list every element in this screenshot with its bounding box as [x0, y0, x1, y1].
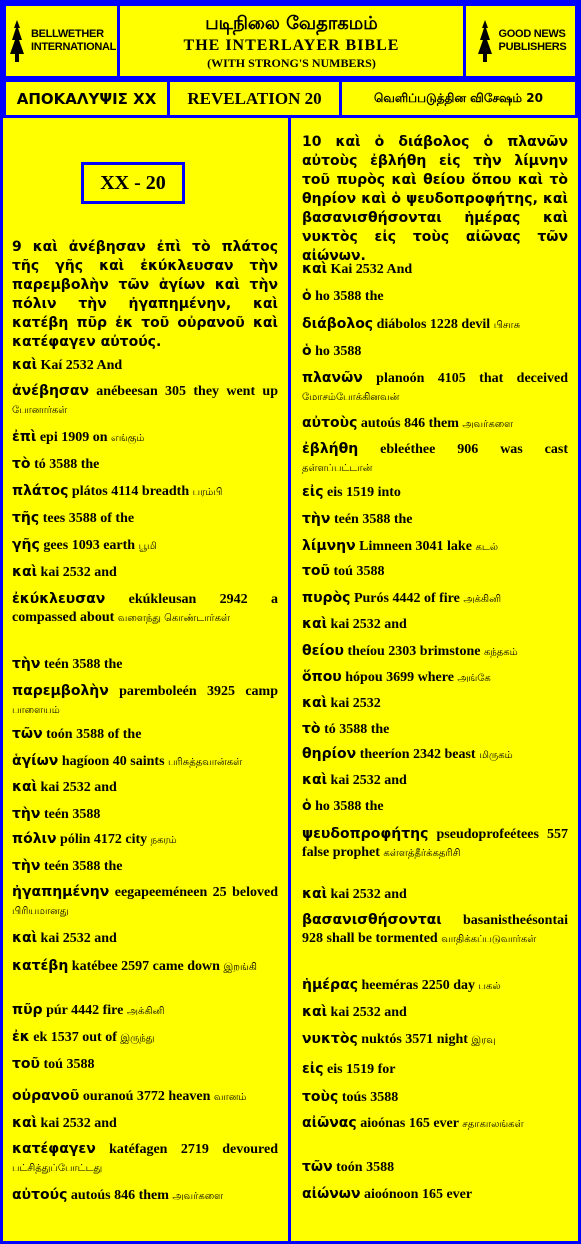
transliteration-gloss: theíou 2303 brimstone	[343, 644, 484, 659]
greek-word: αὐτοὺς	[302, 415, 358, 431]
greek-word: ψευδοπροφήτης	[302, 826, 429, 842]
tamil-gloss: பரிசுத்தவான்கள்	[168, 757, 243, 768]
tamil-gloss: பட்சித்துப்போட்டது	[12, 1163, 103, 1174]
greek-word: πλανῶν	[302, 370, 363, 386]
word-entry	[302, 589, 568, 609]
word-entry	[302, 668, 568, 688]
transliteration-gloss: teén 3588 the	[40, 657, 123, 672]
transliteration-gloss: kai 2532 and	[37, 780, 117, 795]
transliteration-gloss: tó 3588 the	[30, 457, 100, 472]
greek-word: καὶ	[12, 779, 38, 795]
greek-word: τῶν	[12, 726, 43, 742]
transliteration-gloss: paremboleén 3925 camp	[108, 684, 278, 699]
bellwether-logo	[3, 3, 120, 79]
transliteration-gloss: hagíoon 40 saints	[58, 754, 169, 769]
transliteration-gloss: eegapeeméneen 25 beloved	[109, 885, 278, 900]
word-entry	[302, 694, 568, 713]
word-entry	[302, 315, 568, 335]
transliteration-gloss: púr 4442 fire	[42, 1003, 127, 1018]
greek-word: πλάτος	[12, 483, 69, 499]
transliteration-gloss: heeméras 2250 day	[358, 978, 479, 993]
transliteration-gloss: ouranoú 3772 heaven	[79, 1089, 214, 1104]
word-entry	[12, 482, 278, 502]
word-entry	[12, 455, 278, 474]
greek-word: θείου	[302, 643, 344, 659]
tamil-gloss: தள்ளப்பட்டான்	[302, 463, 373, 474]
word-entry	[302, 1003, 568, 1022]
word-entry	[12, 563, 278, 582]
greek-word: καὶ	[302, 616, 328, 632]
tamil-gloss: வானம்	[213, 1092, 247, 1103]
transliteration-gloss: toú 3588	[330, 564, 385, 579]
transliteration-gloss: gees 1093 earth	[39, 538, 139, 553]
word-entry	[302, 1185, 568, 1204]
greek-word: πυρὸς	[302, 590, 351, 606]
title-tamil: படிநிலை வேதாகமம்	[205, 13, 378, 34]
tamil-gloss: பிசாசு	[493, 320, 521, 331]
transliteration-gloss: Limneen 3041 lake	[355, 539, 476, 554]
tamil-gloss: பகல்	[478, 981, 501, 992]
word-entry	[12, 778, 278, 797]
transliteration-gloss: kai 2532	[327, 696, 381, 711]
transliteration-gloss: aioónas 165 ever	[356, 1116, 463, 1131]
tamil-gloss: வாதிக்கப்படுவார்கள்	[441, 934, 537, 945]
transliteration-gloss: kai 2532 and	[37, 1116, 117, 1131]
tamil-gloss: அக்கினி	[463, 594, 502, 605]
word-entry	[12, 830, 278, 850]
greek-word: καὶ	[302, 695, 328, 711]
tamil-gloss: பரம்பி	[192, 487, 223, 498]
word-entry	[12, 1087, 278, 1107]
transliteration-gloss: ho 3588	[311, 344, 362, 359]
transliteration-gloss: aioónoon 165 ever	[360, 1187, 473, 1202]
greek-word: τὸ	[302, 721, 321, 737]
word-entry	[302, 342, 568, 361]
greek-word: ἡμέρας	[302, 977, 358, 993]
greek-word: βασανισθήσονται	[302, 912, 442, 928]
greek-word: αἰώνων	[302, 1186, 361, 1202]
greek-word: κατέβη	[12, 958, 69, 974]
greek-word: ἐκύκλευσαν	[12, 591, 106, 607]
word-entry	[302, 797, 568, 816]
transliteration-gloss: ek 1537 out of	[29, 1030, 121, 1045]
word-entry	[12, 805, 278, 824]
word-entry	[12, 428, 278, 448]
word-entry	[302, 1114, 568, 1134]
transliteration-gloss: ho 3588 the	[311, 289, 384, 304]
greek-word: τὴν	[12, 858, 41, 874]
transliteration-gloss: diábolos 1228 devil	[373, 317, 494, 332]
transliteration-gloss: toú 3588	[40, 1057, 95, 1072]
tamil-gloss: இரவு	[471, 1035, 496, 1046]
word-entry	[12, 382, 278, 420]
tamil-gloss: போனார்கள்	[12, 405, 68, 416]
tamil-gloss: வளைந்து கொண்டார்கள்	[117, 613, 231, 624]
right-logo-line1: GOOD NEWS	[498, 28, 566, 40]
word-entry	[302, 1158, 568, 1177]
word-entry	[12, 1186, 278, 1206]
greek-word: τὴν	[302, 511, 331, 527]
tamil-gloss: இறங்கி	[223, 962, 257, 973]
book-title-tamil: வெளிப்படுத்தின விசேஷம் 20	[339, 79, 578, 118]
greek-word: ἁγίων	[12, 753, 59, 769]
word-entry	[302, 1088, 568, 1107]
word-entry	[12, 1001, 278, 1021]
transliteration-gloss: plátos 4114 breadth	[68, 484, 193, 499]
title-subtitle: (WITH STRONG'S NUMBERS)	[207, 56, 376, 70]
word-entry	[12, 752, 278, 772]
transliteration-gloss: Purós 4442 of fire	[350, 591, 464, 606]
greek-word: τοὺς	[302, 1089, 339, 1105]
verse-10-greek: 10 καὶ ὁ διάβολος ὁ πλανῶν αὐτοὺς ἐβλήθη εἰς τὴν λίμνην τοῦ πυρὸς καὶ θείου ὅπου καὶ τὸ θηρίον καὶ ὁ ψευδοπροφήτης, καὶ βασανισθήσονται ἡμέρας καὶ νυκτὸς εἰς τοὺς αἰῶνας τῶν αἰώνων.	[302, 134, 568, 264]
greek-word: ὅπου	[302, 669, 342, 685]
word-entry	[302, 720, 568, 739]
word-entry	[12, 1055, 278, 1074]
word-entry	[12, 536, 278, 556]
transliteration-gloss: Kai 2532 And	[327, 262, 413, 277]
greek-word: ἠγαπημένην	[12, 884, 110, 900]
tamil-gloss: கள்ளத்தீர்க்கதரிசி	[383, 848, 461, 859]
greek-word: καὶ	[302, 772, 328, 788]
greek-word: ὁ	[302, 288, 312, 304]
greek-word: καὶ	[302, 1004, 328, 1020]
greek-word: παρεμβολὴν	[12, 683, 109, 699]
transliteration-gloss: katébee 2597 came down	[68, 959, 224, 974]
chapter-label: XX - 20	[81, 162, 185, 204]
word-entry	[12, 883, 278, 921]
tamil-gloss: அங்கே	[457, 673, 491, 684]
greek-word: καὶ	[12, 930, 38, 946]
transliteration-gloss: hópou 3699 where	[341, 670, 458, 685]
tamil-gloss: அக்கினி	[126, 1006, 165, 1017]
word-entry	[12, 1140, 278, 1178]
tamil-gloss: மிருகம்	[479, 750, 513, 761]
word-entry	[302, 440, 568, 478]
left-logo-line1: BELLWETHER	[30, 28, 104, 40]
transliteration-gloss: tees 3588 of the	[39, 511, 135, 526]
word-entry	[302, 615, 568, 634]
greek-word: θηρίον	[302, 746, 357, 762]
transliteration-gloss: ho 3588 the	[311, 799, 384, 814]
greek-word: πόλιν	[12, 831, 57, 847]
tamil-gloss: கடல்	[475, 542, 499, 553]
word-entry	[302, 825, 568, 863]
word-entry	[302, 414, 568, 434]
word-entry	[12, 725, 278, 744]
word-entry	[302, 1060, 568, 1079]
greek-word: καὶ	[302, 886, 328, 902]
transliteration-gloss: basanistheésontai 928 shall be tormented	[302, 913, 568, 946]
word-entry	[12, 957, 278, 977]
word-entry	[12, 857, 278, 876]
word-entry	[12, 1028, 278, 1048]
transliteration-gloss: toón 3588	[332, 1160, 395, 1175]
good-news-emblem-icon	[475, 18, 495, 64]
transliteration-gloss: pseudoprofeétees 557 false prophet	[302, 827, 568, 860]
greek-word: ἐκ	[12, 1029, 30, 1045]
word-entry	[12, 655, 278, 674]
word-entry	[302, 537, 568, 557]
transliteration-gloss: Kaí 2532 And	[37, 358, 123, 373]
greek-word: τὸ	[12, 456, 31, 472]
transliteration-gloss: kai 2532 and	[327, 617, 407, 632]
tamil-gloss: பிரியமானது	[12, 906, 69, 917]
transliteration-gloss: planoón 4105 that deceived	[362, 371, 568, 386]
transliteration-gloss: toón 3588 of the	[42, 727, 142, 742]
greek-word: ὁ	[302, 798, 312, 814]
title-english: THE INTERLAYER BIBLE	[183, 37, 400, 54]
word-entry	[302, 885, 568, 904]
greek-word: τῶν	[302, 1159, 333, 1175]
transliteration-gloss: eis 1519 into	[323, 485, 401, 500]
transliteration-gloss: kai 2532 and	[37, 931, 117, 946]
transliteration-gloss: teén 3588 the	[330, 512, 413, 527]
transliteration-gloss: epi 1909 on	[36, 430, 112, 445]
greek-word: λίμνην	[302, 538, 356, 554]
book-title-greek: ΑΠΟΚΑΛΥΨΙΣ XX	[3, 79, 170, 118]
word-entry	[12, 590, 278, 628]
transliteration-gloss: kai 2532 and	[327, 887, 407, 902]
word-entry	[302, 260, 568, 279]
greek-word: καὶ	[12, 1115, 38, 1131]
word-entry	[12, 682, 278, 720]
greek-word: καὶ	[12, 564, 38, 580]
word-entry	[302, 642, 568, 662]
word-entry	[302, 483, 568, 502]
transliteration-gloss: teén 3588 the	[40, 859, 123, 874]
transliteration-gloss: autoús 846 them	[357, 416, 463, 431]
word-entry	[12, 1114, 278, 1133]
greek-word: αὐτούς	[12, 1187, 68, 1203]
greek-word: εἰς	[302, 1061, 324, 1077]
greek-word: οὐρανοῦ	[12, 1088, 80, 1104]
greek-word: ἀνέβησαν	[12, 383, 89, 399]
transliteration-gloss: katéfagen 2719 devoured	[95, 1142, 278, 1157]
good-news-logo	[463, 3, 578, 79]
word-entry	[302, 976, 568, 996]
greek-word: τοῦ	[12, 1056, 41, 1072]
tamil-gloss: சதாகாலங்கள்	[462, 1119, 524, 1130]
greek-word: ἐπὶ	[12, 429, 37, 445]
transliteration-gloss: theeríon 2342 beast	[356, 747, 480, 762]
greek-word: καὶ	[302, 261, 328, 277]
word-entry	[302, 287, 568, 306]
transliteration-gloss: ekúkleusan 2942 a compassed about	[12, 592, 278, 625]
transliteration-gloss: pólin 4172 city	[56, 832, 151, 847]
word-entry	[302, 510, 568, 529]
tamil-gloss: அவர்களை	[172, 1191, 224, 1202]
word-entry	[302, 911, 568, 949]
greek-word: αἰῶνας	[302, 1115, 357, 1131]
transliteration-gloss: kai 2532 and	[37, 565, 117, 580]
tamil-gloss: எங்கும்	[111, 433, 145, 444]
greek-word: εἰς	[302, 484, 324, 500]
transliteration-gloss: tó 3588 the	[320, 722, 390, 737]
verse-9-greek: 9 καὶ ἀνέβησαν ἐπὶ τὸ πλάτος τῆς γῆς καὶ ἐκύκλευσαν τὴν παρεμβολὴν τῶν ἁγίων καὶ τὴν πόλιν τὴν ἠγαπημένην, καὶ κατέβη πῦρ ἐκ τοῦ οὐρανοῦ καὶ κατέφαγεν αὐτούς.	[12, 239, 278, 350]
transliteration-gloss: eis 1519 for	[323, 1062, 396, 1077]
greek-word: κατέφαγεν	[12, 1141, 96, 1157]
transliteration-gloss: nuktós 3571 night	[357, 1032, 472, 1047]
tamil-gloss: இருந்து	[120, 1033, 155, 1044]
tamil-gloss: பூமி	[138, 541, 157, 552]
bellwether-emblem-icon	[7, 18, 27, 64]
transliteration-gloss: toús 3588	[338, 1090, 399, 1105]
left-logo-line2: INTERNATIONAL	[30, 41, 117, 53]
transliteration-gloss: teén 3588	[40, 807, 101, 822]
greek-word: διάβολος	[302, 316, 374, 332]
greek-word: τὴν	[12, 656, 41, 672]
tamil-gloss: பாளையம்	[12, 705, 60, 716]
title-block	[117, 3, 466, 79]
word-entry	[302, 745, 568, 765]
greek-word: ἐβλήθη	[302, 441, 359, 457]
greek-word: γῆς	[12, 537, 40, 553]
greek-word: τοῦ	[302, 563, 331, 579]
tamil-gloss: நகரம்	[150, 835, 177, 846]
tamil-gloss: கந்தகம்	[483, 647, 518, 658]
tamil-gloss: மோசம்போக்கினவன்	[302, 392, 400, 403]
word-entry	[302, 562, 568, 581]
book-title-english: REVELATION 20	[167, 79, 342, 118]
word-entry	[302, 771, 568, 790]
greek-word: τὴν	[12, 806, 41, 822]
greek-word: καὶ	[12, 357, 38, 373]
transliteration-gloss: kai 2532 and	[327, 1005, 407, 1020]
right-logo-line2: PUBLISHERS	[498, 41, 567, 53]
transliteration-gloss: anébeesan 305 they went up	[89, 384, 278, 399]
tamil-gloss: அவர்களை	[462, 419, 514, 430]
word-entry	[12, 509, 278, 528]
word-entry	[12, 356, 278, 375]
word-entry	[302, 1030, 568, 1050]
word-entry	[12, 929, 278, 948]
transliteration-gloss: kai 2532 and	[327, 773, 407, 788]
transliteration-gloss: ebleéthee 906 was cast	[358, 442, 568, 457]
transliteration-gloss: autoús 846 them	[67, 1188, 173, 1203]
word-entry	[302, 369, 568, 407]
greek-word: τῆς	[12, 510, 40, 526]
greek-word: νυκτὸς	[302, 1031, 358, 1047]
greek-word: ὁ	[302, 343, 312, 359]
greek-word: πῦρ	[12, 1002, 43, 1018]
